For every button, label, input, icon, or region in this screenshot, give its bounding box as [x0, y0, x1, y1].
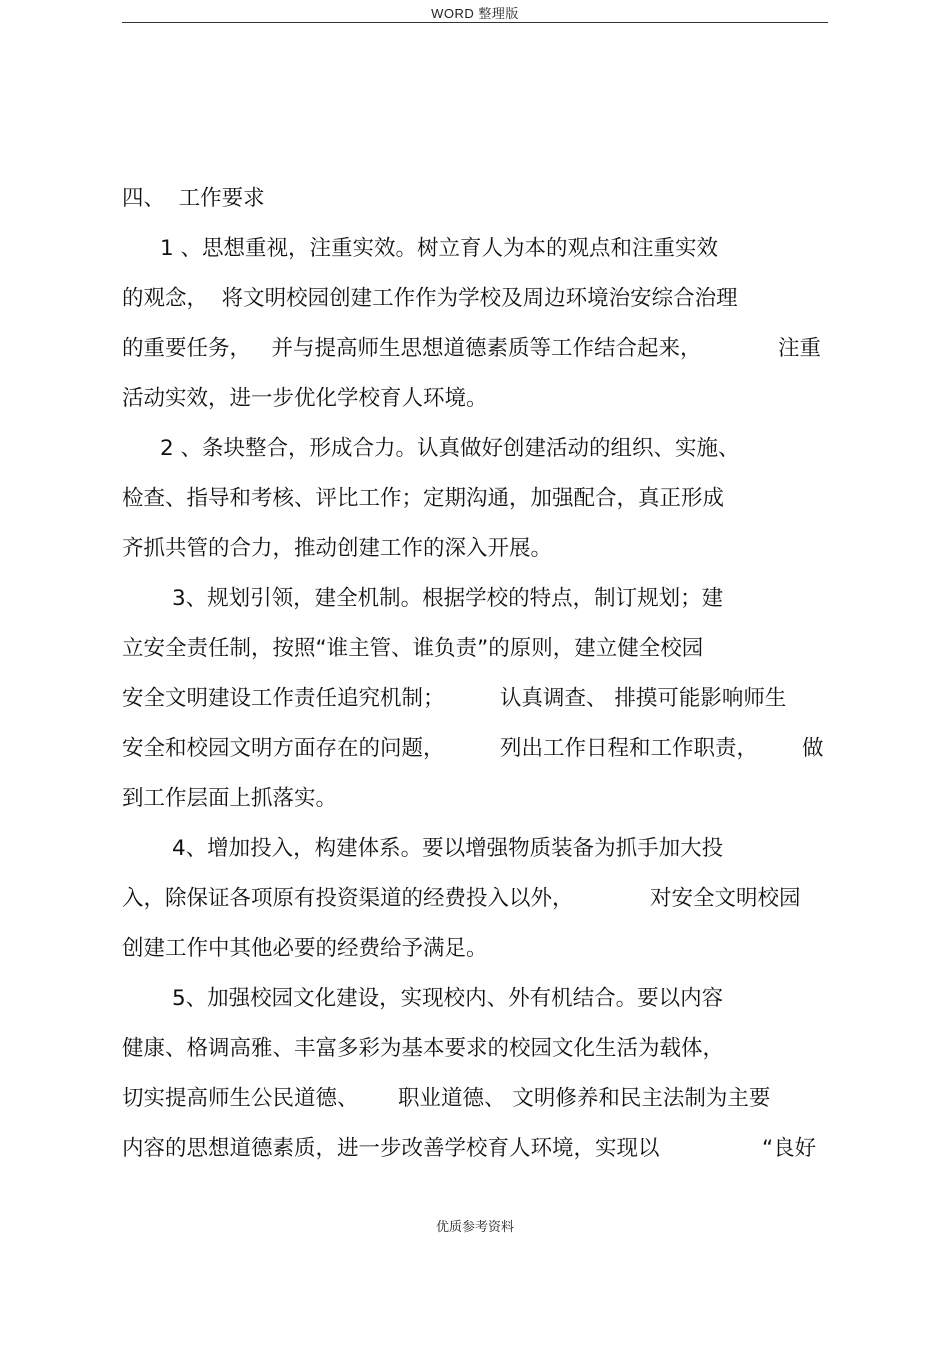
- paragraph-line: 安全和校园文明方面存在的问题，: [122, 736, 445, 761]
- paragraph-line-fragment: 注重: [778, 336, 822, 361]
- paragraph-line: 2 、条块整合，形成合力。认真做好创建活动的组织、实施、: [160, 436, 740, 461]
- paragraph-line-fragment: 做: [802, 736, 824, 761]
- paragraph-line-fragment: “良好: [762, 1136, 817, 1161]
- paragraph-line-fragment: 对安全文明校园: [650, 886, 801, 911]
- paragraph-line: 内容的思想道德素质，进一步改善学校育人环境，实现以: [122, 1136, 660, 1161]
- paragraph-line: 1 、思想重视，注重实效。树立育人为本的观点和注重实效: [160, 236, 719, 261]
- paragraph-line: 4、增加投入，构建体系。要以增强物质装备为抓手加大投: [172, 836, 724, 861]
- paragraph-line: 入，除保证各项原有投资渠道的经费投入以外，: [122, 886, 574, 911]
- paragraph-line-fragment: 职业道德、 文明修养和民主法制为主要: [398, 1086, 771, 1111]
- paragraph-line: 立安全责任制，按照“谁主管、谁负责”的原则，建立健全校园: [122, 636, 704, 661]
- paragraph-line: 5、加强校园文化建设，实现校内、外有机结合。要以内容: [172, 986, 724, 1011]
- paragraph-line: 的重要任务， 并与提高师生思想道德素质等工作结合起来，: [122, 336, 702, 361]
- paragraph-line-fragment: 认真调查、 排摸可能影响师生: [500, 686, 787, 711]
- paragraph-line: 齐抓共管的合力，推动创建工作的深入开展。: [122, 536, 553, 561]
- paragraph-line: 切实提高师生公民道德、: [122, 1086, 359, 1111]
- paragraph-line: 健康、格调高雅、丰富多彩为基本要求的校园文化生活为载体，: [122, 1036, 725, 1061]
- paragraph-line: 的观念， 将文明校园创建工作作为学校及周边环境治安综合治理: [122, 286, 738, 311]
- paragraph-line-fragment: 列出工作日程和工作职责，: [500, 736, 759, 761]
- section-heading: 四、 工作要求: [122, 186, 265, 211]
- page-footer-label: 优质参考资料: [435, 1220, 514, 1235]
- paragraph-line: 创建工作中其他必要的经费给予满足。: [122, 936, 488, 961]
- paragraph-line: 检查、指导和考核、评比工作；定期沟通，加强配合，真正形成: [122, 486, 725, 511]
- paragraph-line: 到工作层面上抓落实。: [122, 786, 338, 811]
- header-divider: [122, 22, 828, 23]
- paragraph-line: 3、规划引领，建全机制。根据学校的特点，制订规划；建: [172, 586, 724, 611]
- page-header-label: WORD 整理版: [431, 6, 519, 21]
- paragraph-line: 活动实效，进一步优化学校育人环境。: [122, 386, 488, 411]
- paragraph-line: 安全文明建设工作责任追究机制；: [122, 686, 445, 711]
